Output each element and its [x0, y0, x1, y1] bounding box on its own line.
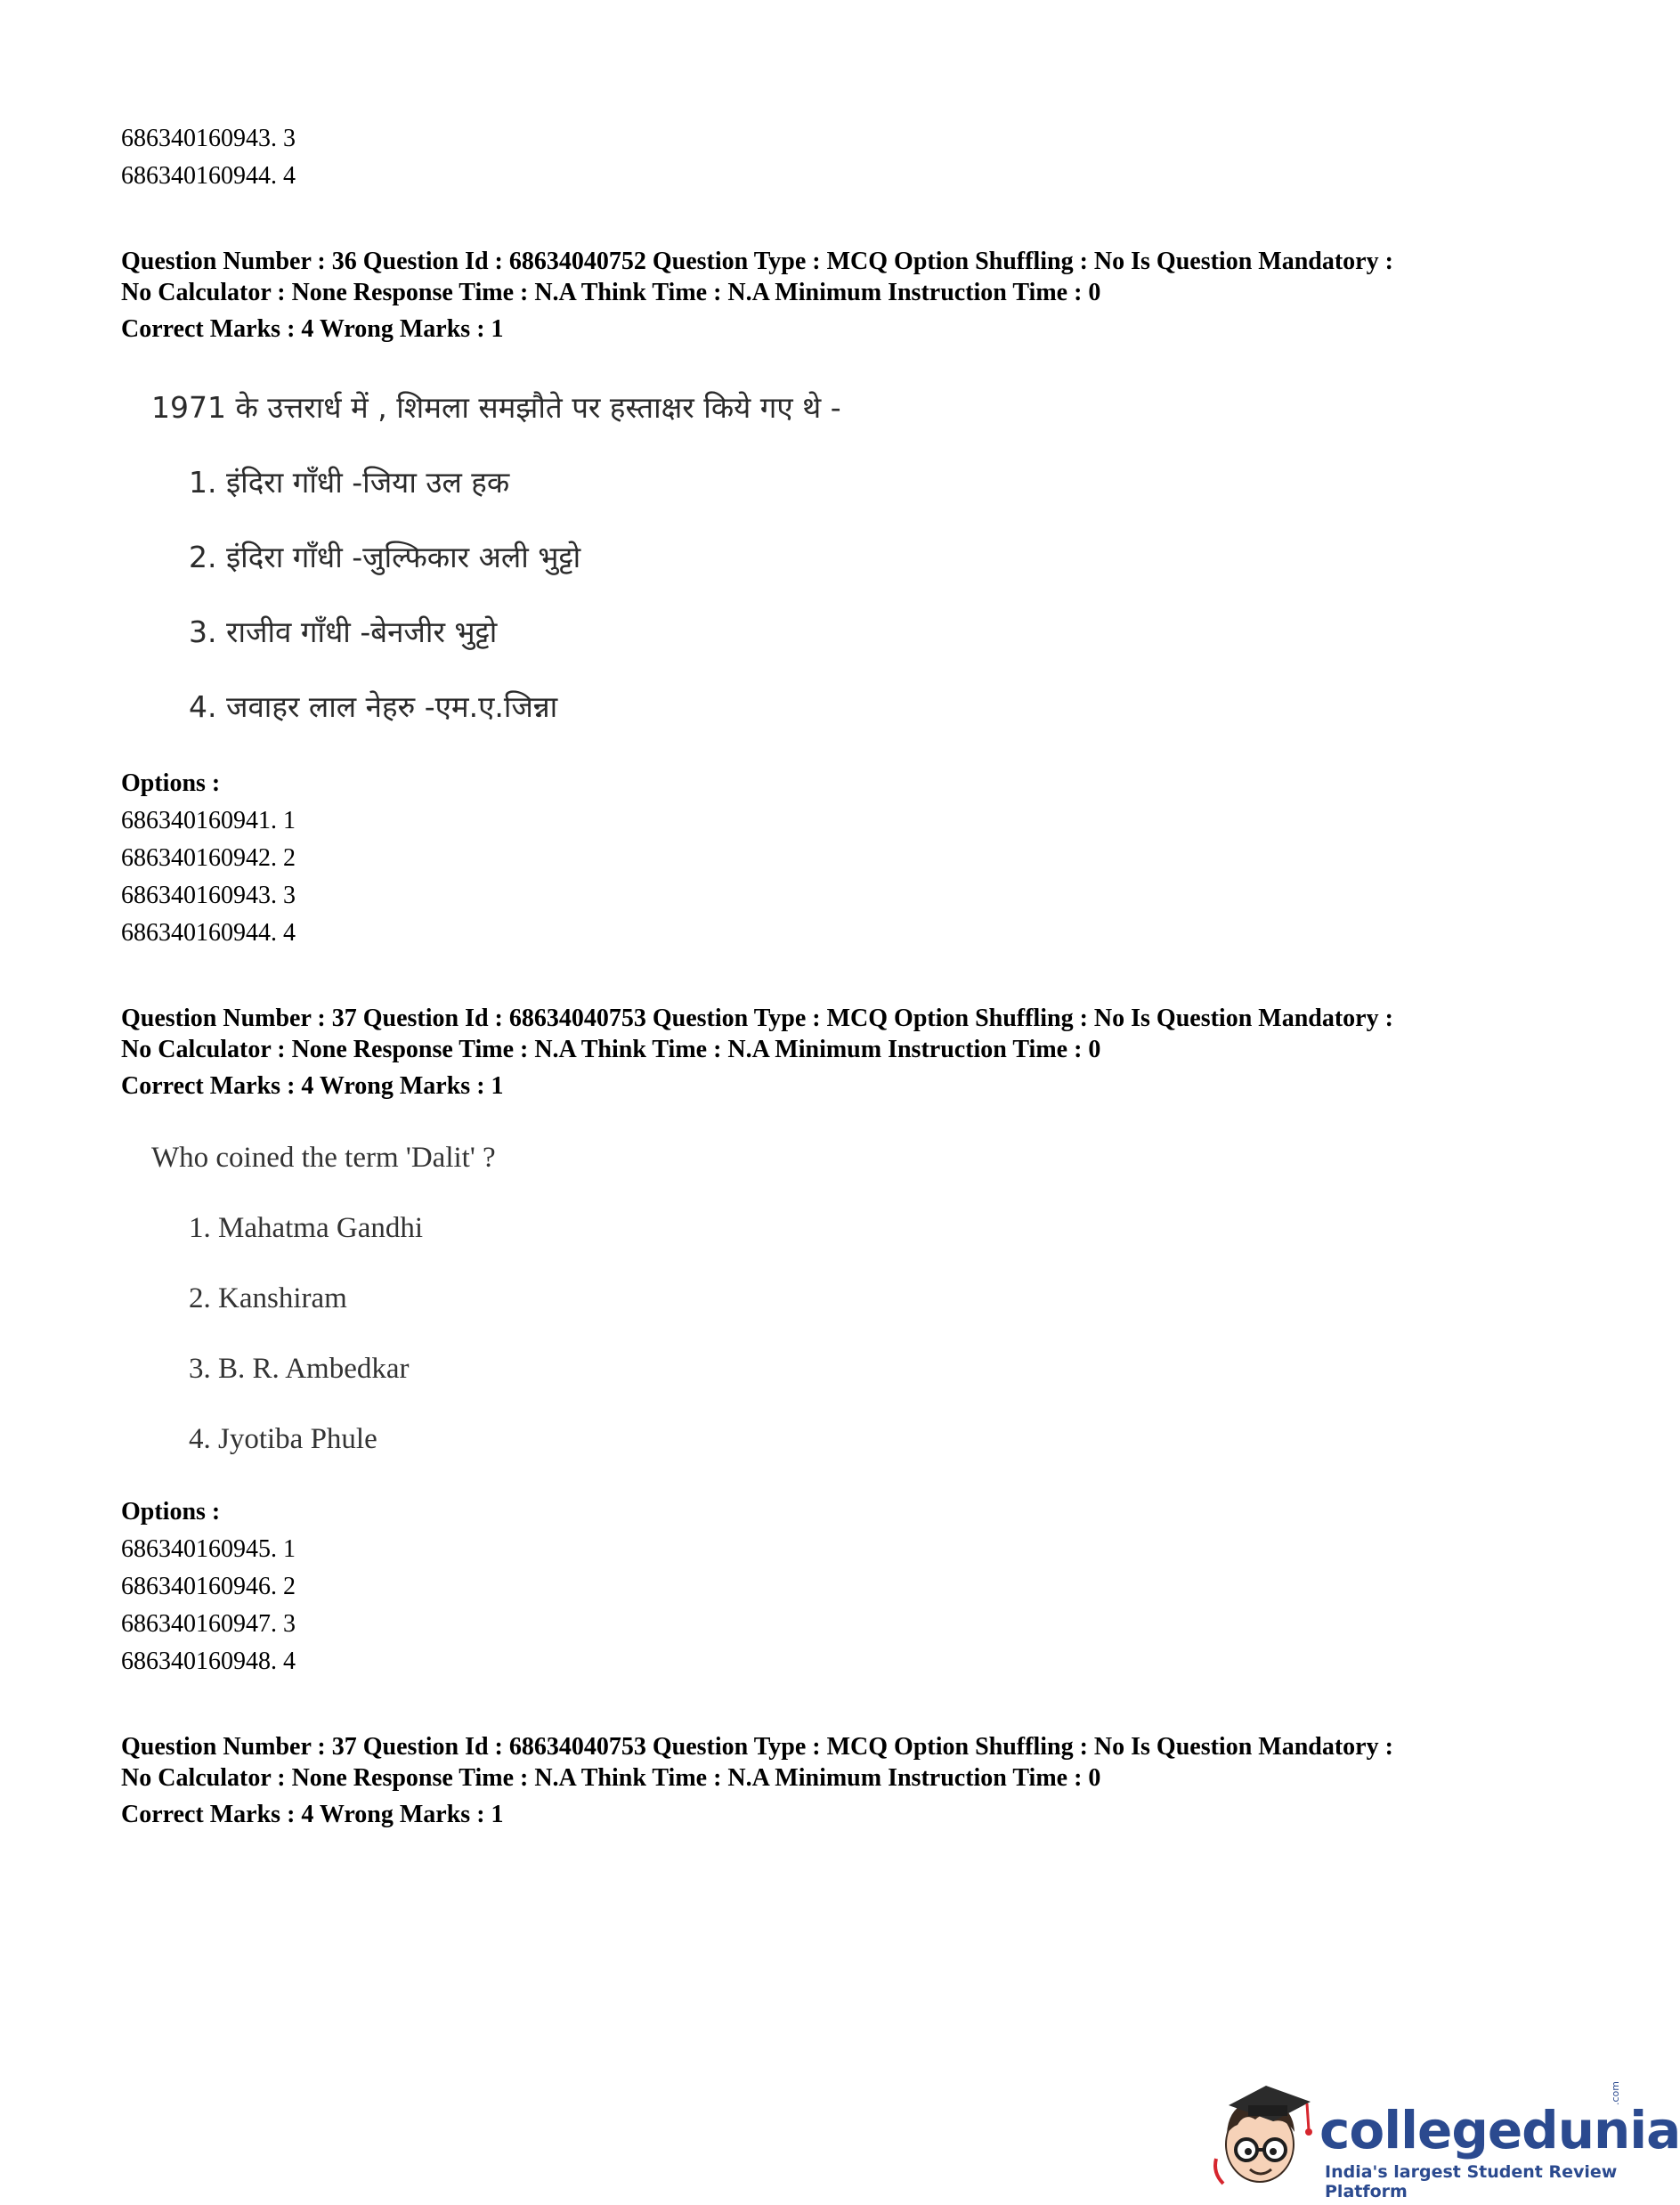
collegedunia-logo — [1211, 2075, 1680, 2201]
logo-suffix: .com — [1610, 2081, 1621, 2105]
q37b-header-line1: Question Number : 37 Question Id : 68634040753 Question Type : MCQ Option Shuffling : No Is Question Mandatory : — [121, 1733, 1393, 1761]
q37-option-1: 686340160945. 1 — [121, 1535, 296, 1563]
q37-option-2: 686340160946. 2 — [121, 1573, 296, 1600]
q36-header-line1: Question Number : 36 Question Id : 68634040752 Question Type : MCQ Option Shuffling : No Is Question Mandatory : — [121, 248, 1393, 275]
q36-choice-4: 4. जवाहर लाल नेहरु -एम.ए.जिन्ना — [189, 689, 558, 724]
q37-choice-4: 4. Jyotiba Phule — [189, 1423, 377, 1455]
logo-wordmark: collegedunia — [1319, 2100, 1680, 2160]
q36-choice-2: 2. इंदिरा गाँधी -जुल्फिकार अली भुट्टो — [189, 540, 581, 574]
q37-choice-1: 1. Mahatma Gandhi — [189, 1212, 424, 1244]
q37-header-line1: Question Number : 37 Question Id : 68634040753 Question Type : MCQ Option Shuffling : No Is Question Mandatory : — [121, 1005, 1393, 1032]
q36-choice-1: 1. इंदिरा गाँधी -जिया उल हक — [189, 465, 510, 500]
q37-choice-2: 2. Kanshiram — [189, 1282, 347, 1314]
q36-options-label: Options : — [121, 769, 221, 797]
q36-marks: Correct Marks : 4 Wrong Marks : 1 — [121, 315, 504, 343]
q36-option-2: 686340160942. 2 — [121, 844, 296, 872]
prev-option-3: 686340160943. 3 — [121, 125, 296, 152]
q37-marks: Correct Marks : 4 Wrong Marks : 1 — [121, 1072, 504, 1100]
q36-choice-3: 3. राजीव गाँधी -बेनजीर भुट्टो — [189, 614, 498, 649]
q36-header-line2: No Calculator : None Response Time : N.A Think Time : N.A Minimum Instruction Time : 0 — [121, 279, 1101, 306]
q37-question-text: Who coined the term 'Dalit' ? — [151, 1142, 496, 1174]
q37-options-label: Options : — [121, 1498, 221, 1526]
q37b-header-line2: No Calculator : None Response Time : N.A Think Time : N.A Minimum Instruction Time : 0 — [121, 1764, 1101, 1792]
mascot-icon — [1211, 2075, 1318, 2200]
q36-option-3: 686340160943. 3 — [121, 882, 296, 909]
prev-option-4: 686340160944. 4 — [121, 162, 296, 190]
q37-option-3: 686340160947. 3 — [121, 1610, 296, 1638]
q37-header-line2: No Calculator : None Response Time : N.A Think Time : N.A Minimum Instruction Time : 0 — [121, 1036, 1101, 1063]
q36-option-1: 686340160941. 1 — [121, 807, 296, 834]
q37-option-4: 686340160948. 4 — [121, 1648, 296, 1675]
q36-question-text: 1971 के उत्तरार्ध में , शिमला समझौते पर हस्ताक्षर किये गए थे - — [151, 390, 841, 425]
q37b-marks: Correct Marks : 4 Wrong Marks : 1 — [121, 1801, 504, 1828]
logo-tagline: India's largest Student Review Platform — [1325, 2162, 1618, 2201]
q36-option-4: 686340160944. 4 — [121, 919, 296, 947]
q37-choice-3: 3. B. R. Ambedkar — [189, 1353, 410, 1385]
